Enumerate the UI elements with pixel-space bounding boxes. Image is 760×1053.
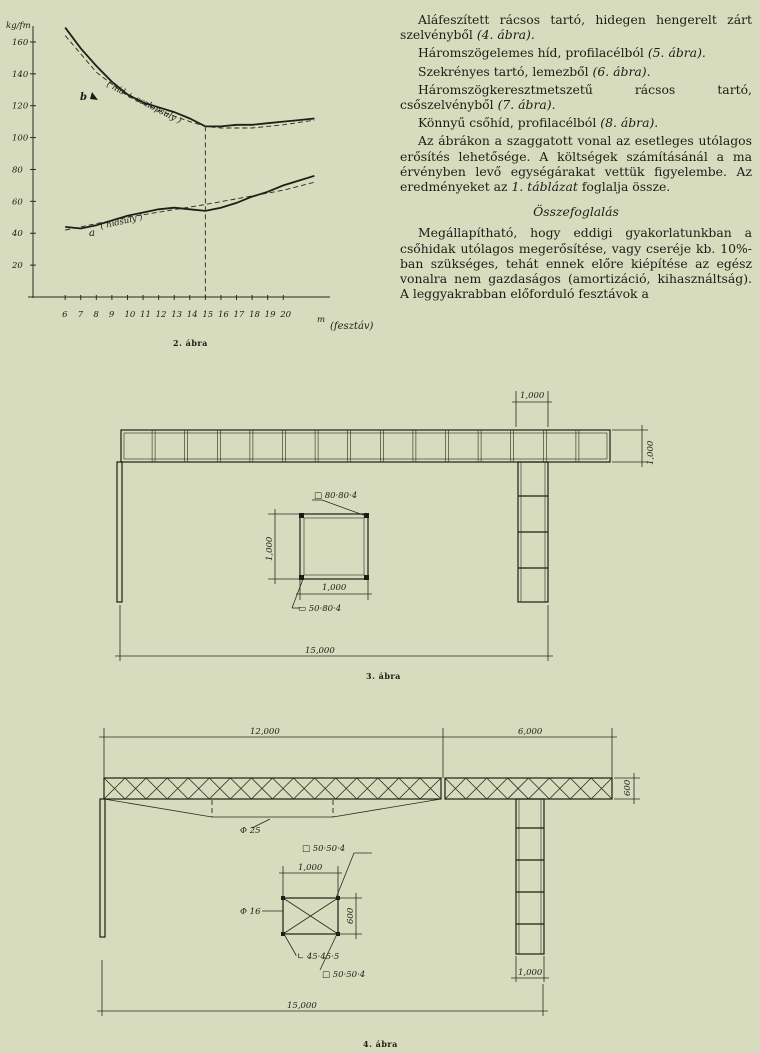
section-height-label: 600: [346, 907, 356, 924]
left-post: [117, 462, 122, 602]
curve-b-label: ( híd + oszlopsúly ): [104, 79, 183, 127]
dim-right-label: 6,000: [518, 727, 543, 737]
paragraph-4: Aláfeszített rácsos tartó, hidegen hengerelt zárt szelvényből (4. ábra).: [400, 12, 752, 43]
paragraph-6: Szekrényes tartó, lemezből (6. ábra).: [418, 63, 651, 79]
tie-rod-label: Φ 25: [240, 826, 261, 836]
right-tower: [516, 799, 544, 954]
y-tick-label: 80: [12, 165, 23, 176]
text-column: [400, 12, 752, 301]
x-tick-label: 15: [202, 310, 214, 320]
x-tick-label: 19: [264, 310, 276, 320]
truss-inner: [124, 433, 607, 459]
x-tick-label: 12: [155, 310, 167, 320]
series-line-0: [65, 28, 314, 127]
figure-4-caption: 4. ábra: [363, 1039, 398, 1049]
section-heading: Összefoglalás: [533, 204, 619, 220]
truss-beam: [121, 430, 610, 462]
tower-width-label: 1,000: [518, 968, 543, 978]
y-tick-label: 140: [12, 69, 29, 80]
curve-a-letter: a: [89, 228, 95, 239]
series-line-1: [65, 36, 314, 128]
y-tick-label: 60: [12, 197, 23, 208]
x-tick-label: 6: [62, 310, 68, 320]
paragraph-8: Könnyű csőhíd, profilacélból (8. ábra).: [418, 115, 659, 131]
rod-label: Φ 16: [240, 907, 261, 917]
figure-3-drawing: [0, 385, 760, 685]
dim-height-label: 1,000: [646, 440, 656, 465]
curve-b-arrow: [90, 92, 98, 100]
x-unit-label: m: [317, 315, 326, 325]
profile-bottom-label: □ 50·50·4: [322, 970, 366, 980]
dim-cell-label: 1,000: [520, 391, 545, 401]
y-tick-label: 120: [12, 101, 29, 112]
x-tick-label: 20: [280, 310, 292, 320]
section-width-label: 1,000: [322, 583, 347, 593]
y-tick-label: 160: [12, 37, 29, 48]
truss-beam-right: [445, 778, 612, 799]
y-unit-label: kg/fm: [6, 21, 31, 31]
x-tick-label: 10: [124, 310, 136, 320]
x-tick-label: 8: [93, 310, 99, 320]
curve-a-label: ( hídsúly ): [99, 212, 144, 232]
truss-verticals: [152, 430, 579, 462]
figure-4-drawing: [0, 720, 760, 1053]
y-tick-label: 40: [12, 229, 23, 240]
profile-bottom-label: ▭ 50·80·4: [298, 604, 342, 614]
profile-top-label: □ 80·80·4: [314, 491, 358, 501]
x-tick-label: 18: [249, 310, 260, 320]
section-width-label: 1,000: [298, 863, 323, 873]
y-ticks: [11, 38, 36, 271]
angle-label: ∟ 45·45·5: [297, 952, 340, 962]
figure-2-caption: 2. ábra: [173, 338, 208, 348]
paragraph-7: Háromszögkeresztmetszetű rácsos tartó, csőszelvényből (7. ábra).: [400, 81, 752, 113]
x-tick-label: 17: [233, 310, 245, 320]
truss-diagonals: [104, 778, 612, 799]
paragraph-summary: Megállapítható, hogy eddigi gyakorlatunkban a csőhidak utólagos megerősítése, vagy cseréje kb. 10%-ban szükséges, tehát ennek előre kiépítése az egész vonalra nem gazdaságos (amortizáció, kihasználtság). A leggyakrabban előforduló fesztávok a: [400, 225, 752, 302]
curve-b-letter: b: [80, 92, 87, 103]
x-tick-label: 14: [186, 310, 198, 320]
figure-2-chart: [0, 0, 400, 350]
section-height-label: 1,000: [265, 536, 275, 561]
x-tick-label: 9: [108, 310, 115, 320]
x-tick-label: 16: [217, 310, 229, 320]
span-label: 15,000: [305, 646, 335, 656]
paragraph-dashed-note: Az ábrákon a szaggatott vonal az esetleges utólagos erősítés lehetősége. A költségek számításánál a ma érvényben levő egységárakat vettük figyelembe. Az eredményeket az 1. táblázat foglalja össze.: [400, 133, 752, 195]
x-ticks: [62, 295, 292, 320]
truss-beam-left: [104, 778, 441, 799]
tie-rod: [104, 799, 441, 817]
section-box: [300, 514, 368, 579]
dim-left-label: 12,000: [250, 727, 280, 737]
figure-3-caption: 3. ábra: [366, 671, 401, 681]
x-tick-label: 7: [77, 310, 84, 320]
x-tick-label: 11: [140, 310, 151, 320]
x-axis-label: (fesztáv): [330, 321, 374, 332]
x-tick-label: 13: [171, 310, 183, 320]
y-tick-label: 100: [12, 133, 29, 144]
span-label: 15,000: [287, 1001, 317, 1011]
left-post: [100, 799, 105, 937]
profile-top-label: □ 50·50·4: [302, 844, 346, 854]
series-group: [65, 28, 314, 230]
paragraph-5: Háromszögelemes híd, profilacélból (5. ábra).: [418, 45, 706, 61]
y-tick-label: 20: [12, 261, 23, 272]
dim-height-label: 600: [623, 779, 633, 796]
